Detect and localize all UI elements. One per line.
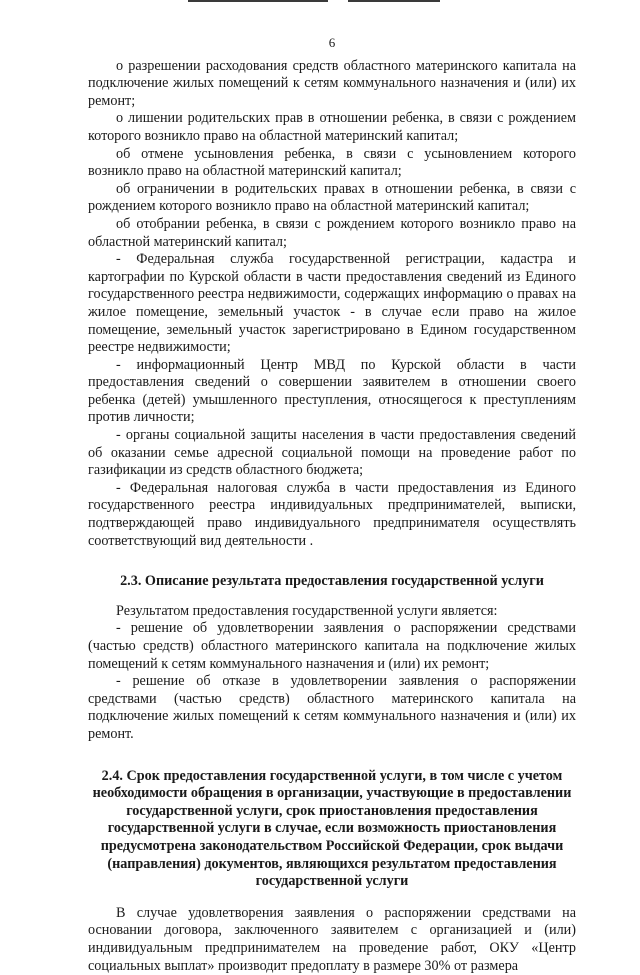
paragraph: - Федеральная служба государственной регистрации, кадастра и картографии по Курской области в части предоставления сведений из Единого государственного реестра недвижимости, содержащих информацию о правах на жилое помещение, земельный участок - в случае если право на жилое помещение, земельный участок зарегистрировано в Едином государственном реестре недвижимости; — [88, 251, 576, 356]
result-item: - решение об удовлетворении заявления о распоряжении средствами (частью средств) областного материнского капитала на подключение жилых помещений к сетям коммунального назначения и (или) их ремонт; — [88, 620, 576, 672]
scan-edge-mark — [188, 0, 328, 2]
paragraph: о лишении родительских прав в отношении ребенка, в связи с рождением которого возникло право на областной материнский капитал; — [88, 110, 576, 144]
paragraph: об отобрании ребенка, в связи с рождением которого возникло право на областной материнский капитал; — [88, 215, 576, 250]
section-body: В случае удовлетворения заявления о распоряжении средствами на основании договора, заключенного заявителем с организацией и (или) индивидуальным предпринимателем на проведение работ, ОКУ «Центр социальных выплат» производит предоплату в размере 30% от размера — [88, 904, 576, 974]
paragraph: об отмене усыновления ребенка, в связи с усыновлением которого возникло право на областной материнский капитал; — [88, 145, 576, 180]
paragraph: - органы социальной защиты населения в части предоставления сведений об оказании семье адресной социальной помощи на проведение работ по газификации из средств областного бюджета; — [88, 427, 576, 479]
result-item: - решение об отказе в удовлетворении заявления о распоряжении средствами (частью средств) областного материнского капитала на подключение жилых помещений к сетям коммунального назначения и (или) их ремонт. — [88, 673, 576, 742]
section-heading-2-3: 2.3. Описание результата предоставления государственной услуги — [120, 573, 544, 590]
paragraph: об ограничении в родительских правах в отношении ребенка, в связи с рождением которого возникло право на областной материнский капитал; — [88, 180, 576, 215]
section-intro: Результатом предоставления государственной услуги является: — [116, 602, 498, 619]
paragraph: - Федеральная налоговая служба в части предоставления из Единого государственного реестра индивидуальных предпринимателей, выписки, подтверждающей право индивидуального предпринимателя осуществлять соответствующий вид деятельности . — [88, 479, 576, 549]
scan-edge-mark — [348, 0, 440, 2]
paragraph: о разрешении расходования средств областного материнского капитала на подключение жилых помещений к сетям коммунального назначения и (или) их ремонт; — [88, 57, 576, 109]
page-number: 6 — [328, 35, 336, 50]
section-heading-2-4: 2.4. Срок предоставления государственной услуги, в том числе с учетом необходимости обращения в организации, участвующие в предоставлении государственной услуги, срок приостановления предоставления государственной услуги в случае, если возможность приостановления предусмотрена законодательством Российской Федерации, срок выдачи (направления) документов, являющихся результатом предоставления государственной услуги — [92, 767, 572, 890]
document-page — [88, 34, 576, 975]
paragraph: - информационный Центр МВД по Курской области в части предоставления сведений о совершении заявителем в отношении своего ребенка (детей) умышленного преступления, относящегося к преступлениям против личности; — [88, 356, 576, 426]
